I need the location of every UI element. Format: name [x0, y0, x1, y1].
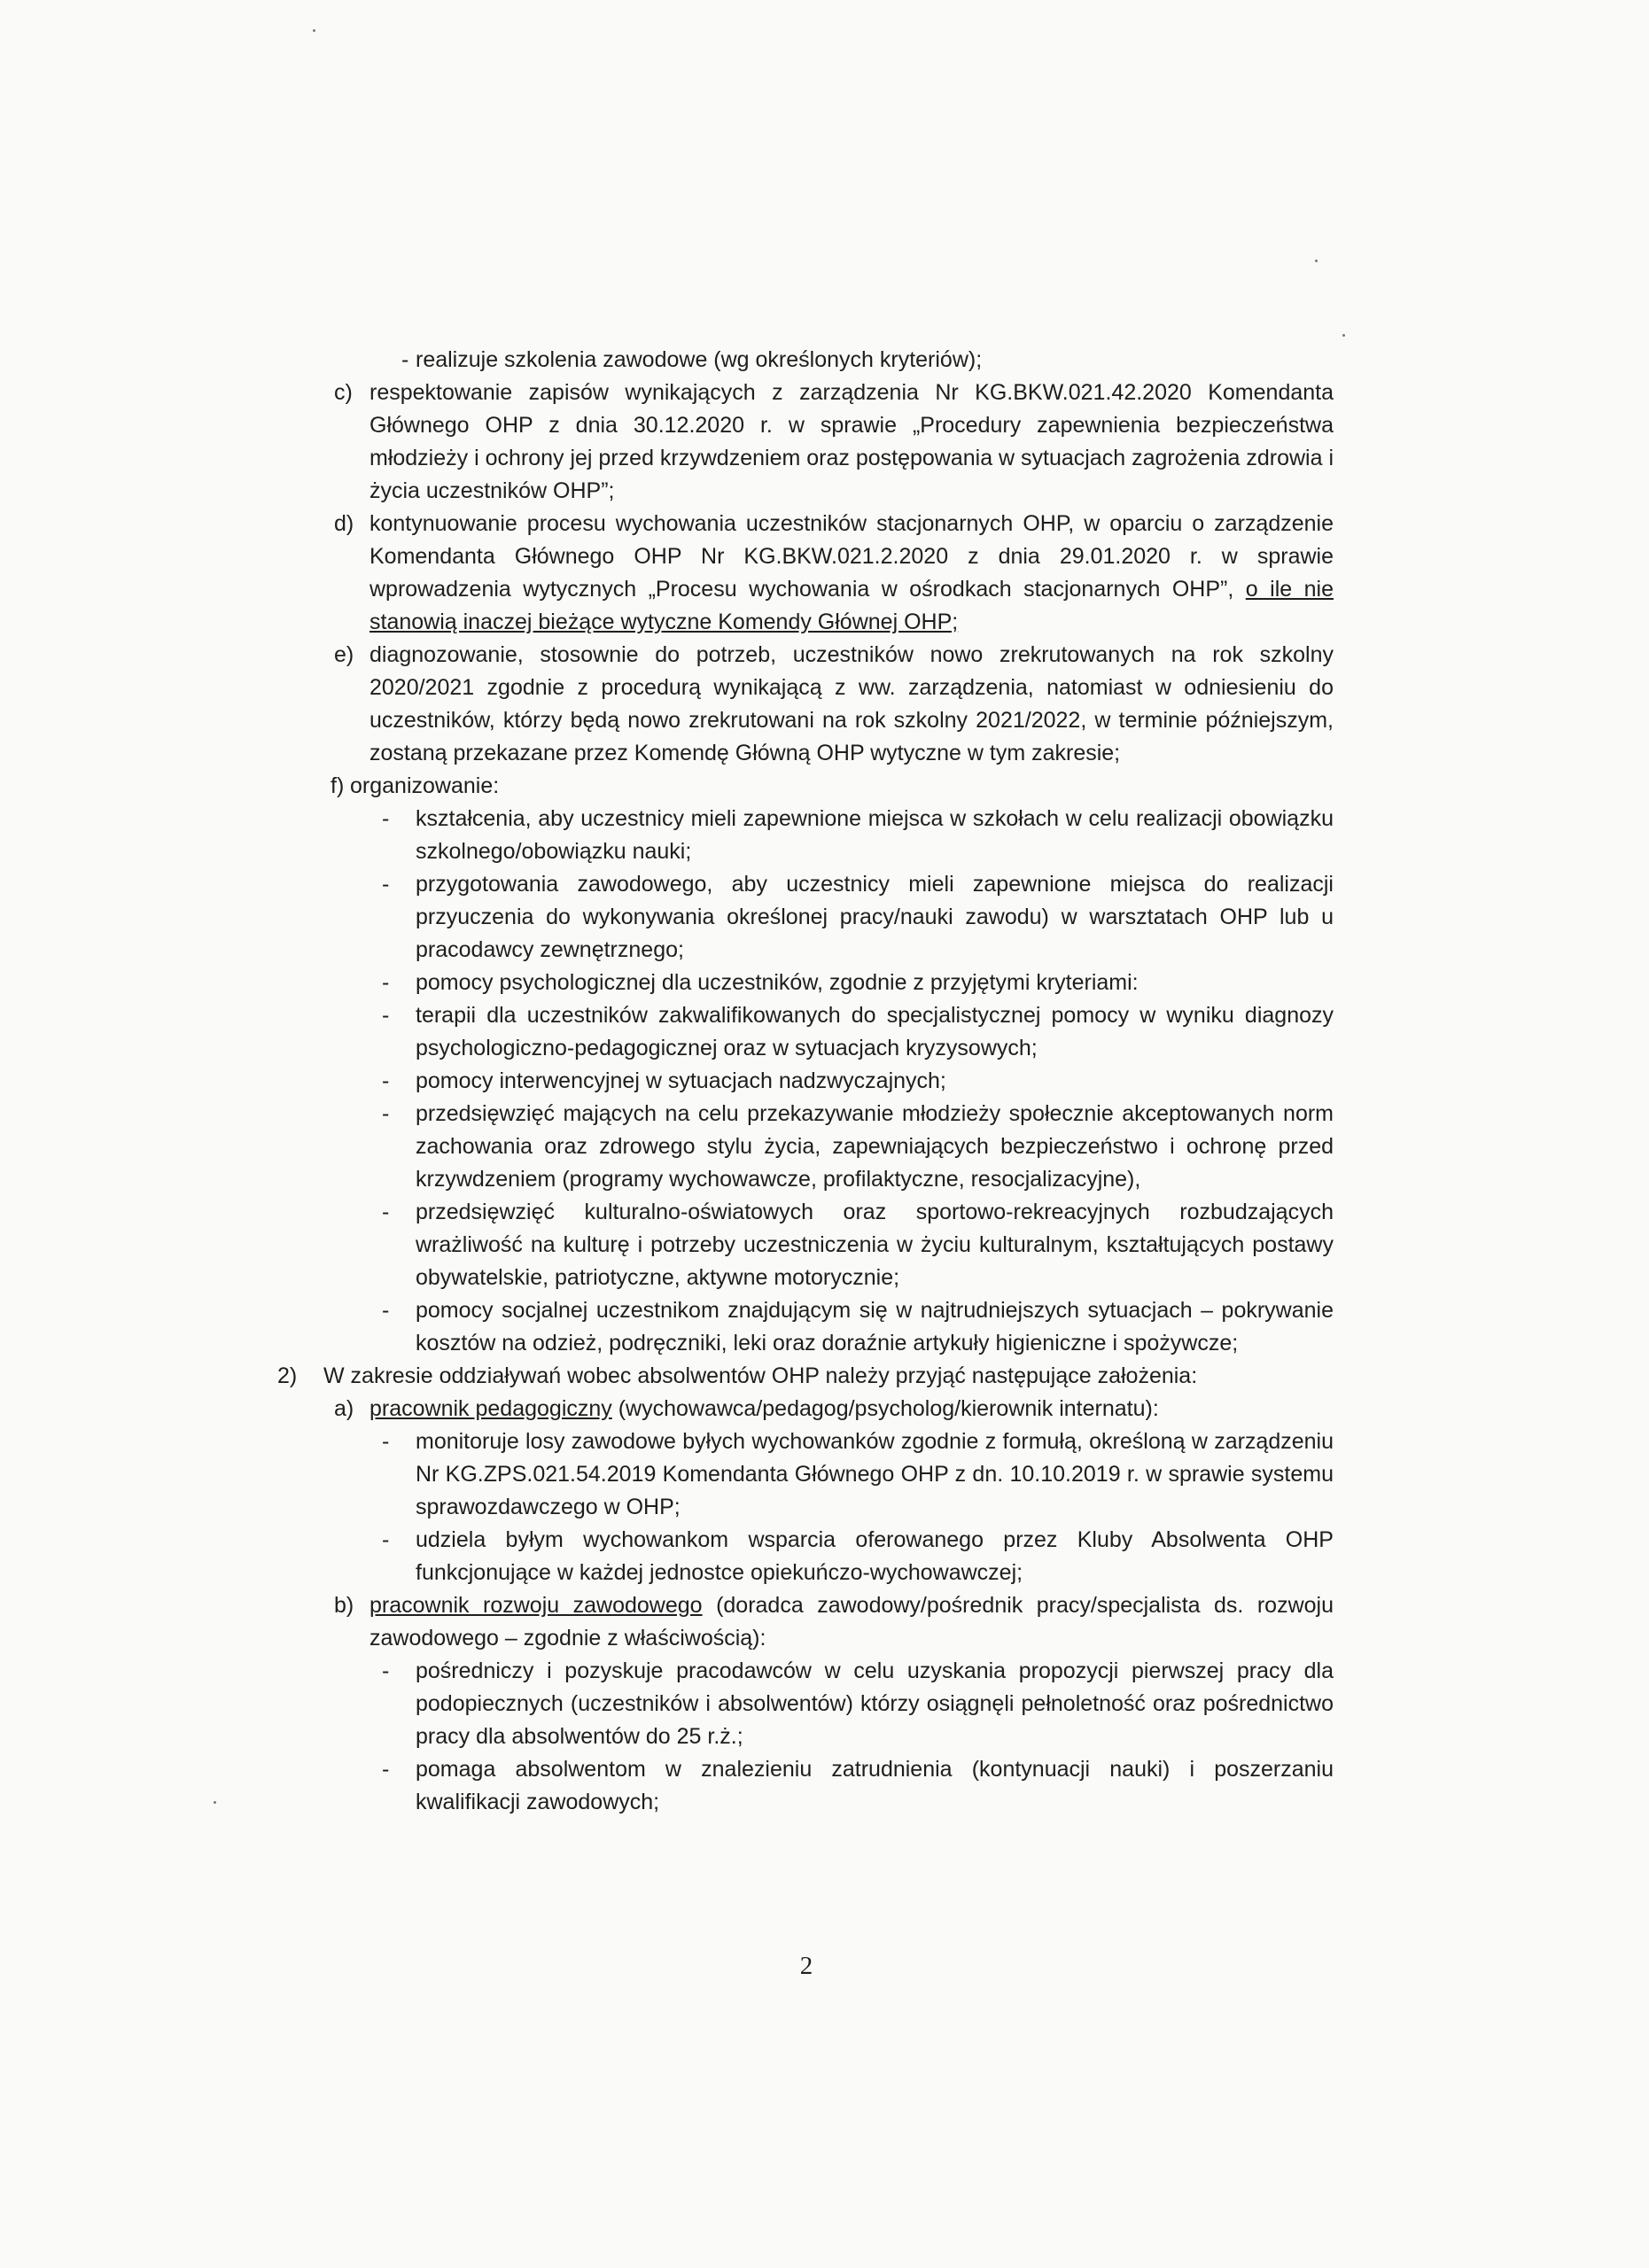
item-marker: e)	[334, 642, 354, 667]
dash-marker: -	[382, 872, 390, 897]
list-item	[323, 344, 1334, 377]
item-text: pomocy interwencyjnej w sytuacjach nadzwyczajnych;	[416, 1068, 946, 1093]
list-item	[323, 1196, 1334, 1294]
item-text: kontynuowanie procesu wychowania uczestników stacjonarnych OHP, w oparciu o zarządzenie Komendanta Głównego OHP Nr KG.BKW.021.2.2020 z dnia 29.01.2020 r. w sprawie wprowadzenia wytycznych „Procesu wychowania w ośrodkach stacjonarnych OHP”,	[369, 511, 1334, 602]
list-item	[323, 377, 1334, 508]
dash-marker: -	[382, 1658, 390, 1683]
list-item	[323, 1524, 1334, 1589]
dash-marker: -	[382, 1101, 390, 1126]
item-text: przedsięwzięć mających na celu przekazywanie młodzieży społecznie akceptowanych norm zachowania oraz zdrowego stylu życia, zapewniających bezpieczeństwo i ochronę przed krzywdzeniem (programy wychowawcze, profilaktyczne, resocjalizacyjne),	[416, 1101, 1334, 1192]
list-item	[323, 1753, 1334, 1819]
underlined-text: pracownik pedagogiczny	[369, 1396, 612, 1421]
underlined-text: o ile nie stanowią inaczej bieżące wytyczne Komendy Głównej OHP;	[369, 577, 1334, 634]
list-item	[323, 967, 1334, 999]
item-marker: d)	[334, 511, 354, 536]
list-item	[323, 508, 1334, 639]
item-text: terapii dla uczestników zakwalifikowanych do specjalistycznej pomocy w wyniku diagnozy psychologiczno-pedagogicznej oraz w sytuacjach kryzysowych;	[416, 1003, 1334, 1060]
item-text: monitoruje losy zawodowe byłych wychowanków zgodnie z formułą, określoną w zarządzeniu Nr KG.ZPS.021.54.2019 Komendanta Głównego OHP z dn. 10.10.2019 r. w sprawie systemu sprawozdawczego w OHP;	[416, 1429, 1334, 1519]
item-text: (wychowawca/pedagog/psycholog/kierownik internatu):	[618, 1396, 1159, 1421]
item-text: przedsięwzięć kulturalno-oświatowych oraz sportowo-rekreacyjnych rozbudzających wrażliwość na kulturę i potrzeby uczestniczenia w życiu kulturalnym, kształtujących postawy obywatelskie, patriotyczne, aktywne motorycznie;	[416, 1200, 1334, 1290]
item-marker: b)	[334, 1593, 354, 1618]
list-item	[323, 1065, 1334, 1098]
scan-speck	[1315, 260, 1318, 262]
list-item	[323, 770, 1334, 803]
item-text: (doradca zawodowy/pośrednik pracy/specjalista ds. rozwoju zawodowego – zgodnie z właściwością):	[369, 1593, 1334, 1651]
document-body	[277, 344, 1334, 1819]
item-text: kształcenia, aby uczestnicy mieli zapewnione miejsca w szkołach w celu realizacji obowiązku szkolnego/obowiązku nauki;	[416, 806, 1334, 864]
scan-speck	[313, 29, 315, 32]
item-marker: c)	[334, 380, 353, 405]
dash-marker: -	[401, 347, 409, 372]
item-text: pomocy psychologicznej dla uczestników, zgodnie z przyjętymi kryteriami:	[416, 970, 1139, 995]
dash-marker: -	[382, 1757, 390, 1782]
list-item	[277, 1360, 1334, 1393]
item-text: udziela byłym wychowankom wsparcia oferowanego przez Kluby Absolwenta OHP funkcjonujące w każdej jednostce opiekuńczo-wychowawczej;	[416, 1527, 1334, 1585]
dash-marker: -	[382, 1003, 390, 1028]
item-text: respektowanie zapisów wynikających z zarządzenia Nr KG.BKW.021.42.2020 Komendanta Głównego OHP z dnia 30.12.2020 r. w sprawie „Procedury zapewnienia bezpieczeństwa młodzieży i ochrony jej przed krzywdzeniem oraz postępowania w sytuacjach zagrożenia zdrowia i życia uczestników OHP”;	[369, 380, 1334, 503]
page-number: 2	[799, 1952, 813, 1980]
scan-speck	[214, 1801, 216, 1804]
list-item	[323, 1655, 1334, 1753]
dash-marker: -	[382, 970, 390, 995]
item-text: diagnozowanie, stosownie do potrzeb, uczestników nowo zrekrutowanych na rok szkolny 2020/2021 zgodnie z procedurą wynikającą z ww. zarządzenia, natomiast w odniesieniu do uczestników, którzy będą nowo zrekrutowani na rok szkolny 2021/2022, w terminie późniejszym, zostaną przekazane przez Komendę Główną OHP wytyczne w tym zakresie;	[369, 642, 1334, 765]
item-text: przygotowania zawodowego, aby uczestnicy mieli zapewnione miejsca do realizacji przyuczenia do wykonywania określonej pracy/nauki zawodu) w warsztatach OHP lub u pracodawcy zewnętrznego;	[416, 872, 1334, 962]
list-item	[323, 999, 1334, 1065]
dash-marker: -	[382, 806, 390, 831]
dash-marker: -	[382, 1200, 390, 1224]
item-text: pomaga absolwentom w znalezieniu zatrudnienia (kontynuacji nauki) i poszerzaniu kwalifikacji zawodowych;	[416, 1757, 1334, 1814]
underlined-text: pracownik rozwoju zawodowego	[369, 1593, 703, 1618]
list-item	[323, 1425, 1334, 1524]
list-item	[323, 868, 1334, 967]
item-text: W zakresie oddziaływań wobec absolwentów OHP należy przyjąć następujące założenia:	[323, 1363, 1198, 1388]
list-item	[323, 1589, 1334, 1655]
item-text: realizuje szkolenia zawodowe (wg określonych kryteriów);	[416, 347, 983, 372]
list-item	[323, 803, 1334, 868]
item-text: pośredniczy i pozyskuje pracodawców w celu uzyskania propozycji pierwszej pracy dla podopiecznych (uczestników i absolwentów) którzy osiągnęli pełnoletność oraz pośrednictwo pracy dla absolwentów do 25 r.ż.;	[416, 1658, 1334, 1749]
scan-speck	[1342, 334, 1345, 337]
item-marker: 2)	[277, 1363, 298, 1388]
dash-marker: -	[382, 1527, 390, 1552]
list-item	[323, 1098, 1334, 1196]
dash-marker: -	[382, 1429, 390, 1454]
dash-marker: -	[382, 1068, 390, 1093]
list-item	[323, 639, 1334, 770]
item-marker: f)	[331, 773, 345, 798]
item-marker: a)	[334, 1396, 354, 1421]
dash-marker: -	[382, 1298, 390, 1323]
item-text: pomocy socjalnej uczestnikom znajdującym się w najtrudniejszych sytuacjach – pokrywanie kosztów na odzież, podręczniki, leki oraz doraźnie artykuły higieniczne i spożywcze;	[416, 1298, 1334, 1355]
list-item	[323, 1393, 1334, 1425]
item-text: organizowanie:	[350, 773, 500, 798]
list-item	[323, 1294, 1334, 1360]
